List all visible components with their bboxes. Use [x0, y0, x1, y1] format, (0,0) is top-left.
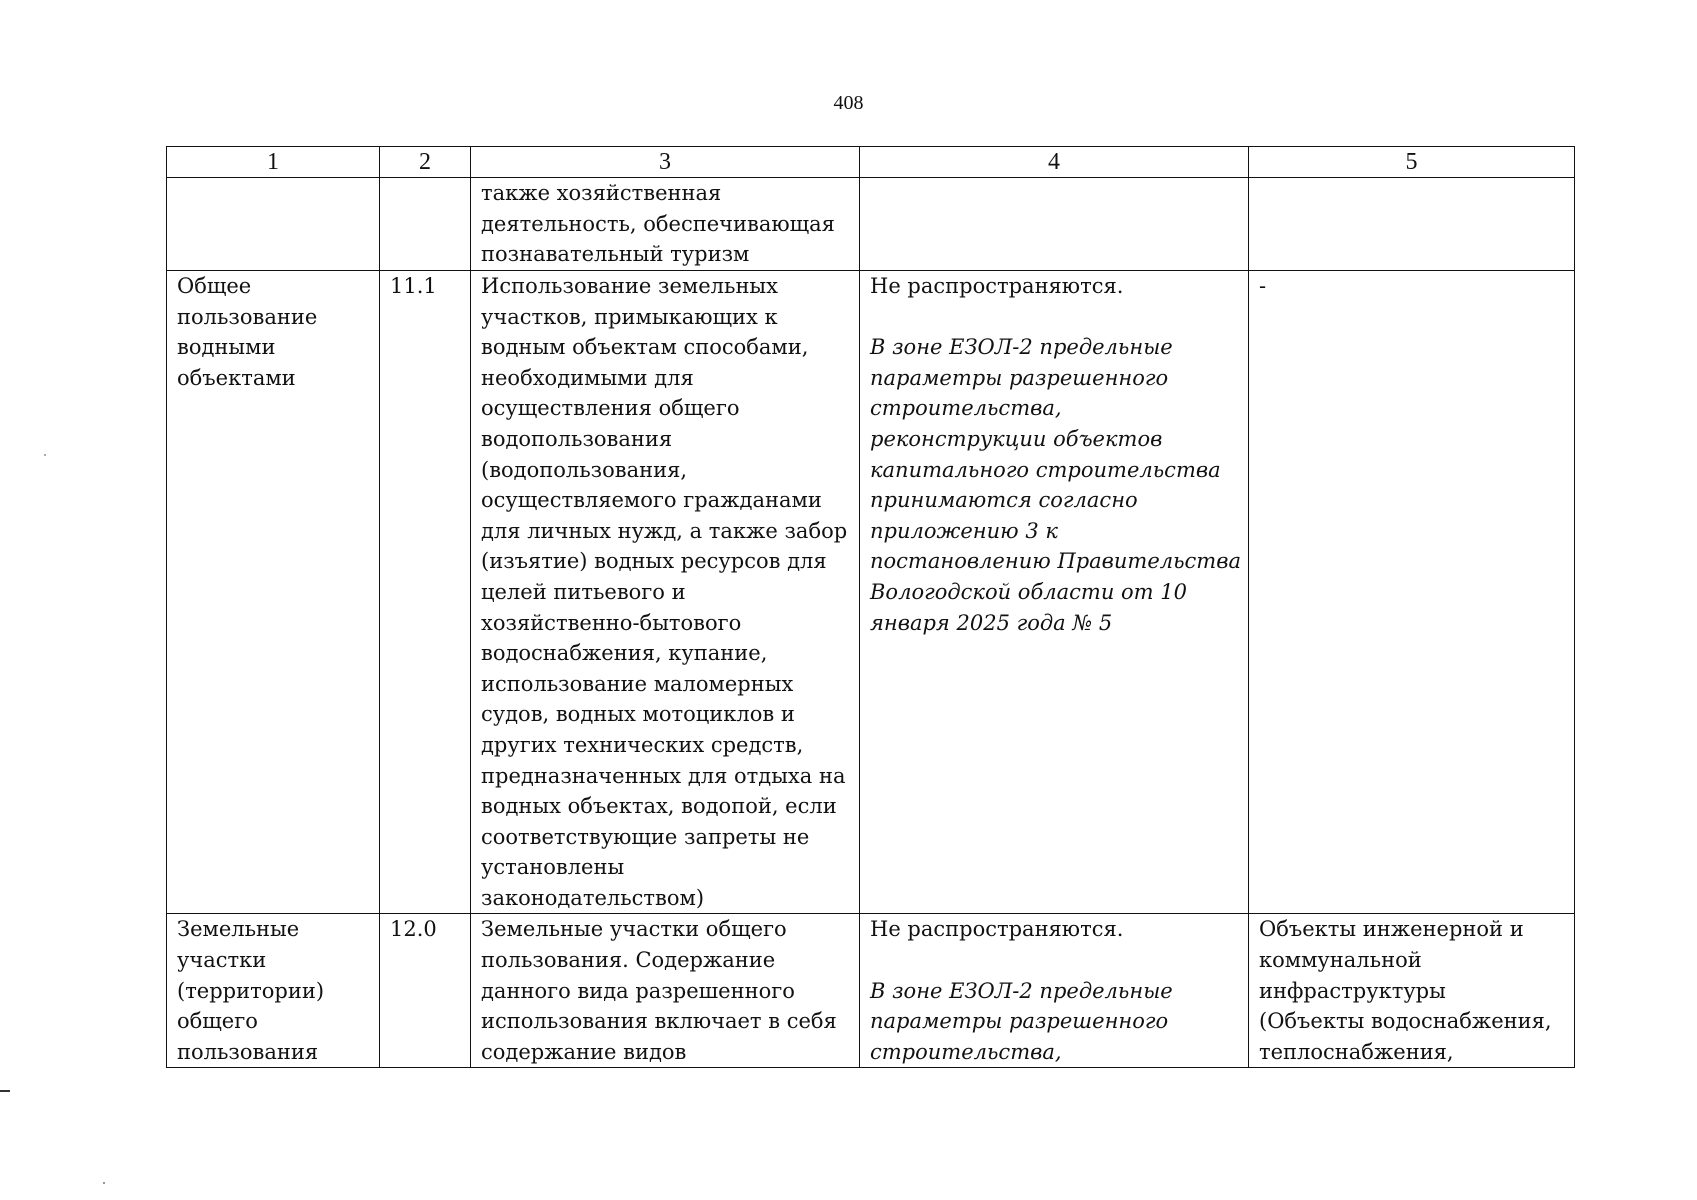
- cell-parameters: [860, 271, 1249, 914]
- text-line: пользования. Содержание: [481, 948, 776, 973]
- header-col-2: 2: [380, 147, 471, 178]
- land-use-table: [166, 146, 1575, 1068]
- text-line: водными: [177, 335, 276, 360]
- cell-description: [471, 914, 860, 1068]
- scan-artifact-dot: [44, 454, 46, 456]
- text-line: параметры разрешенного: [870, 365, 1169, 390]
- scan-artifact-mark: [0, 1090, 10, 1092]
- page-number: 408: [833, 92, 864, 114]
- text-line: реконструкции объектов: [870, 426, 1163, 451]
- text-line: других технических средств,: [481, 732, 804, 757]
- text-line: В зоне ЕЗОЛ-2 предельные: [870, 335, 1173, 360]
- text-line: деятельность, обеспечивающая: [481, 211, 835, 236]
- text-line: объектами: [177, 365, 296, 390]
- header-col-1: 1: [167, 147, 380, 178]
- text-line: общего: [177, 1009, 258, 1034]
- spacer: [870, 302, 1238, 333]
- text-line: -: [1259, 274, 1267, 298]
- text-line: инфраструктуры: [1259, 978, 1446, 1003]
- cell-empty: [167, 178, 380, 271]
- cell-parameters: [860, 914, 1249, 1068]
- cell-description: [471, 178, 860, 271]
- header-row: [167, 147, 1575, 178]
- text-line: (территории): [177, 978, 325, 1003]
- text-line: участки: [177, 948, 267, 973]
- cell-empty: [1249, 178, 1575, 271]
- text-line: данного вида разрешенного: [481, 978, 795, 1003]
- text-line: Использование земельных: [481, 274, 778, 298]
- table-row-continuation: [167, 178, 1575, 271]
- cell-auxiliary-uses: [1249, 914, 1575, 1068]
- text-line: Земельные: [177, 917, 300, 942]
- text-line: строительства,: [870, 1039, 1062, 1064]
- header-col-4: 4: [860, 147, 1249, 178]
- text-line: предназначенных для отдыха на: [481, 763, 846, 788]
- text-line: капитального строительства: [870, 457, 1221, 482]
- text-line: осуществления общего: [481, 396, 740, 421]
- text-line: постановлению Правительства: [870, 549, 1241, 574]
- table-row-12-0: [167, 914, 1575, 1068]
- text-line: Земельные участки общего: [481, 917, 787, 942]
- table-row-11-1: [167, 271, 1575, 914]
- text-line: водных объектах, водопой, если: [481, 794, 837, 819]
- text-line: установлены: [481, 855, 625, 880]
- text-line: судов, водных мотоциклов и: [481, 702, 795, 727]
- cell-empty: [380, 178, 471, 271]
- text-line: для личных нужд, а также забор: [481, 518, 848, 543]
- scan-artifact-dot: [103, 1182, 105, 1184]
- cell-empty: [860, 178, 1249, 271]
- text-line: водопользования: [481, 426, 673, 451]
- text-line: соответствующие запреты не: [481, 824, 810, 849]
- cell-use-name: [167, 914, 380, 1068]
- cell-code: [380, 914, 471, 1068]
- text-line: (изъятие) водных ресурсов для: [481, 549, 827, 574]
- text-line: теплоснабжения,: [1259, 1039, 1454, 1064]
- cell-description: [471, 271, 860, 914]
- text-line: целей питьевого и: [481, 579, 686, 604]
- text-line: законодательством): [481, 885, 705, 910]
- cell-use-name: [167, 271, 380, 914]
- text-line: водным объектам способами,: [481, 335, 809, 360]
- italic-note: [870, 332, 1241, 638]
- text-line: января 2025 года № 5: [870, 610, 1113, 635]
- text-line: использование маломерных: [481, 671, 794, 696]
- text-line: участков, примыкающих к: [481, 304, 778, 329]
- text-line: необходимыми для: [481, 365, 694, 390]
- text-line: хозяйственно-бытового: [481, 610, 742, 635]
- text-line: коммунальной: [1259, 948, 1422, 973]
- text-line: познавательный туризм: [481, 242, 750, 267]
- spacer: [870, 945, 1238, 976]
- text-line: Общее: [177, 274, 252, 298]
- text-line: Не распространяются.: [870, 274, 1124, 298]
- header-col-3: 3: [471, 147, 860, 178]
- text-line: Объекты инженерной и: [1259, 917, 1524, 942]
- italic-note: [870, 976, 1238, 1068]
- text-line: также хозяйственная: [481, 181, 722, 205]
- text-line: параметры разрешенного: [870, 1009, 1169, 1034]
- text-line: пользование: [177, 304, 318, 329]
- text-line: осуществляемого гражданами: [481, 488, 822, 513]
- use-code: 11.1: [390, 274, 437, 298]
- cell-code: [380, 271, 471, 914]
- cell-auxiliary-uses: [1249, 271, 1575, 914]
- use-code: 12.0: [390, 917, 437, 942]
- text-line: В зоне ЕЗОЛ-2 предельные: [870, 978, 1173, 1003]
- text-line: (водопользования,: [481, 457, 688, 482]
- text-line: Вологодской области от 10: [870, 579, 1187, 604]
- text-line: приложению 3 к: [870, 518, 1058, 543]
- text-line: принимаются согласно: [870, 488, 1138, 513]
- header-col-5: 5: [1249, 147, 1575, 178]
- text-line: Не распространяются.: [870, 917, 1124, 942]
- text-line: содержание видов: [481, 1039, 687, 1064]
- text-line: пользования: [177, 1039, 319, 1064]
- text-line: строительства,: [870, 396, 1062, 421]
- text-line: водоснабжения, купание,: [481, 641, 768, 666]
- text-line: использования включает в себя: [481, 1009, 837, 1034]
- text-line: (Объекты водоснабжения,: [1259, 1009, 1552, 1034]
